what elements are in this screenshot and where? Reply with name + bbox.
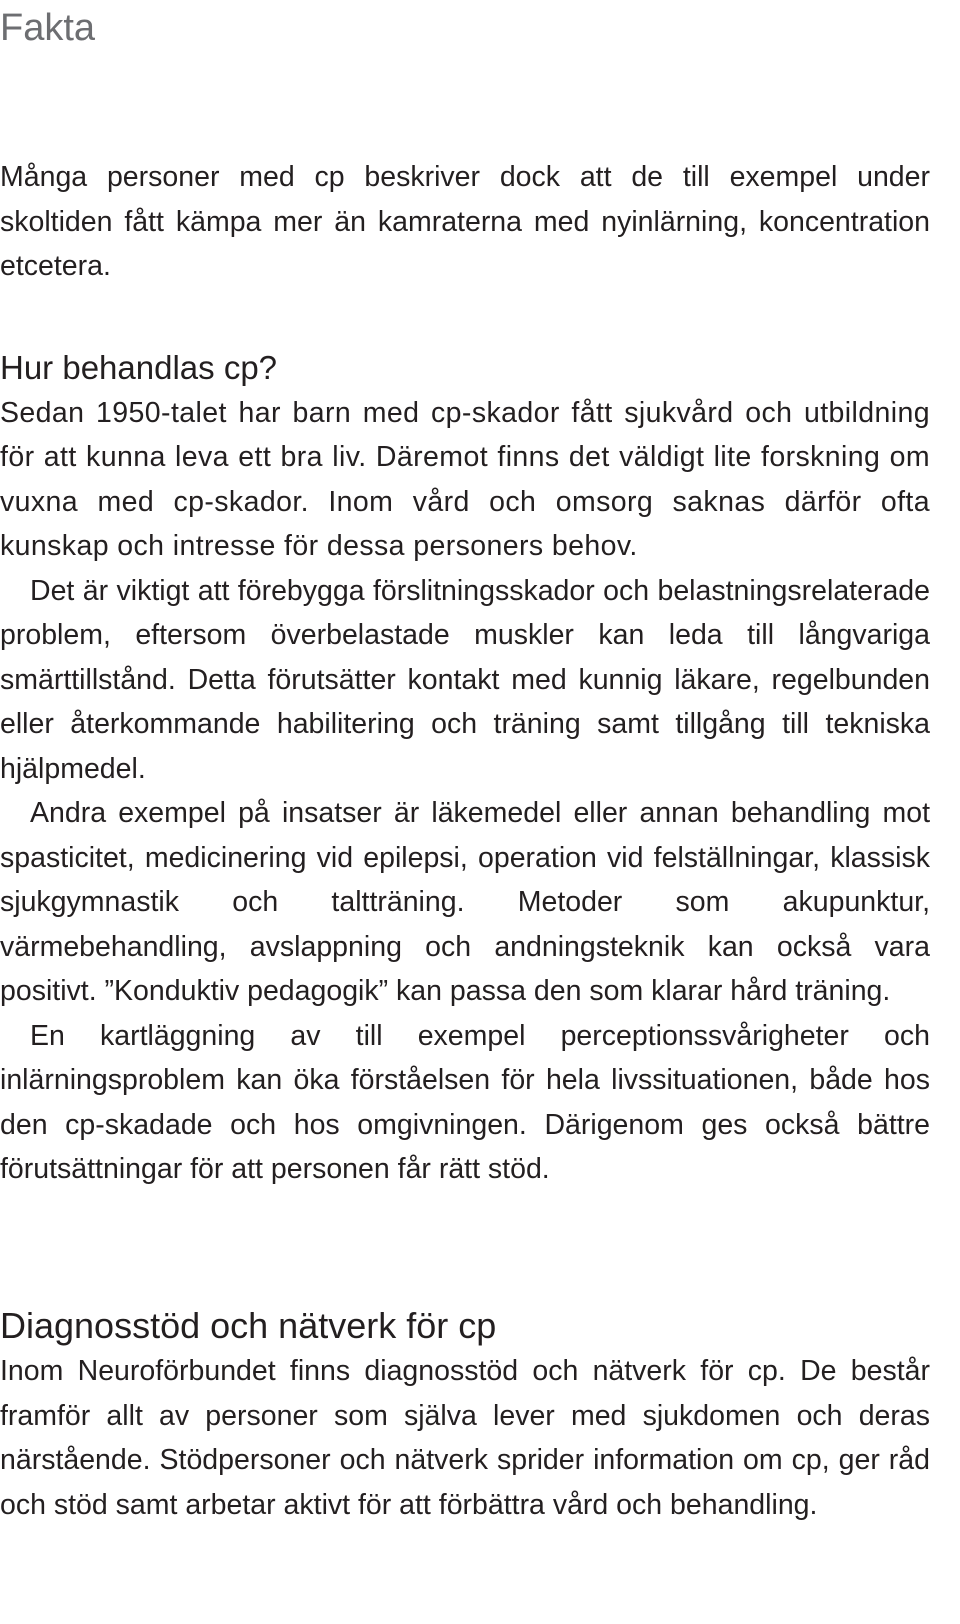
support-heading: Diagnosstöd och nätverk för cp [0, 1305, 497, 1346]
treatment-paragraph: Det är viktigt att förebygga förslitningsskador och belastningsrelaterade problem, eftersom överbelastade muskler kan leda till långvariga smärttillstånd. Detta förutsätter kontakt med kunnig läkare, regelbunden eller återkommande habilitering och träning samt tillgång till tekniska hjälpmedel. [0, 574, 930, 785]
support-paragraph: Inom Neuroförbundet finns diagnosstöd och nätverk för cp. De består framför allt av personer som själva lever med sjukdomen och deras närstående. Stödpersoner och nätverk sprider information om cp, ger råd och stöd samt arbetar aktivt för att förbättra vård och behandling. [0, 1355, 930, 1521]
treatment-paragraph: Sedan 1950-talet har barn med cp-skador fått sjukvård och utbildning för att kunna leva ett bra liv. Däremot finns det väldigt lite forskning om vuxna med cp-skador. Inom vård och omsorg saknas därför ofta kunskap och intresse för dessa personers behov. [0, 396, 930, 562]
treatment-paragraph: En kartläggning av till exempel perceptionssvårigheter och inlärningsproblem kan öka förståelsen för hela livssituationen, både hos den cp-skadade och hos omgivningen. Därigenom ges också bättre förutsättningar för att personen får rätt stöd. [0, 1019, 930, 1185]
section-header: Fakta [0, 7, 96, 49]
intro-paragraph: Många personer med cp beskriver dock att de till exempel under skoltiden fått kämpa mer än kamraterna med nyinlärning, koncentration etcetera. [0, 161, 930, 282]
treatment-section [0, 346, 930, 1192]
support-section [0, 1303, 930, 1527]
treatment-heading: Hur behandlas cp? [0, 349, 278, 386]
intro-block [0, 155, 930, 289]
treatment-paragraph: Andra exempel på insatser är läkemedel eller annan behandling mot spasticitet, medicinering vid epilepsi, operation vid felställningar, klassisk sjukgymnastik och taltträning. Metoder som akupunktur, värmebehandling, avslappning och andningsteknik kan också vara positivt. ”Konduktiv pedagogik” kan passa den som klarar hård träning. [0, 797, 930, 1007]
